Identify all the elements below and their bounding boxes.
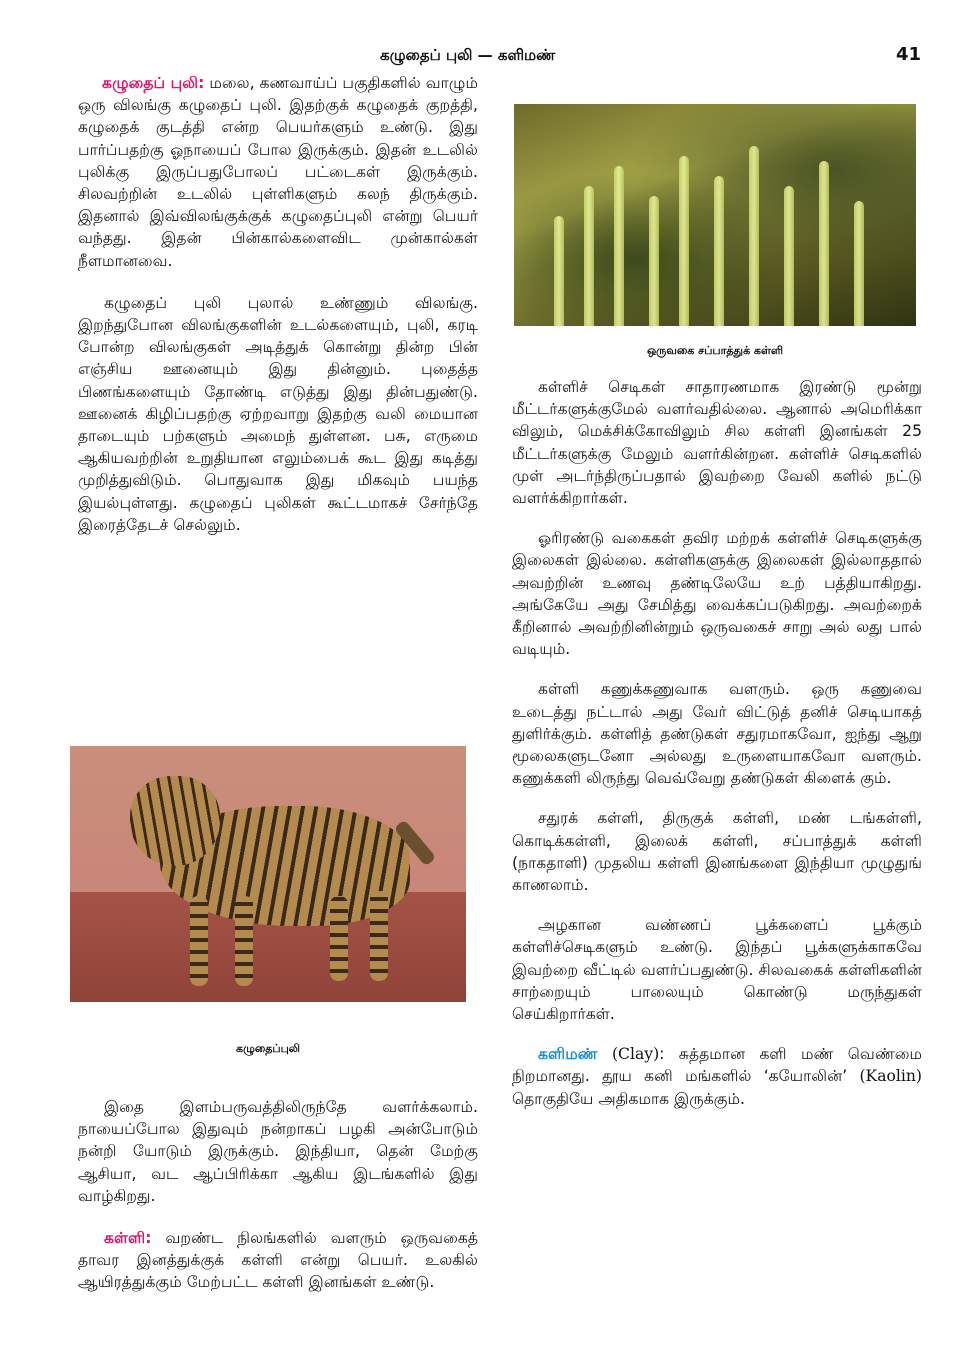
- hyena-paragraph-1: [78, 72, 478, 272]
- clay-text-a: : சுத்தமான களி மண் வெண்மை நிறமானது. தூய கனி மங்களில் ‘கயோலின்’: [512, 1045, 922, 1086]
- cactus-paragraph-5: சதுரக் கள்ளி, திருகுக் கள்ளி, மண் டங்கள்ளி, கொடிக்கள்ளி, இலைக் கள்ளி, சப்பாத்துக் கள்ளி (நாகதாளி) முதலிய கள்ளி இனங்களை இந்தியா முழுதுங் காணலாம்.: [512, 809, 922, 895]
- hyena-term: கழுதைப் புலி:: [102, 74, 205, 92]
- left-column-lower: [78, 1096, 478, 1294]
- left-column: [78, 72, 478, 536]
- kaolin-latin: (Kaolin): [859, 1067, 922, 1086]
- cactus-paragraph-3: ஓரிரண்டு வகைகள் தவிர மற்றக் கள்ளிச் செடிகளுக்கு இலைகள் இல்லை. கள்ளிகளுக்கு இலைகள் இல்லாததால் அவற்றின் உணவு தண்டிலேயே உற் பத்தியாகிறது. அங்கேயே அது சேமித்து வைக்கப்படுகிறது. அவற்றைக் கீறினால் அவற்றினின்றும் ஒருவகைச் சாறு அல் லது பால் வடியும்.: [512, 529, 922, 659]
- cactus-paragraph-1: [78, 1227, 478, 1294]
- hyena-leg-shape: [235, 896, 253, 986]
- cactus-image: [514, 104, 916, 326]
- cactus-stem-shape: [784, 186, 794, 326]
- hyena-leg-shape: [370, 891, 388, 981]
- clay-paragraph-1: [512, 1043, 922, 1110]
- running-head: கழுதைப் புலி — களிமண்: [380, 46, 556, 64]
- page-number: 41: [896, 44, 922, 65]
- cactus-stem-shape: [554, 216, 564, 326]
- hyena-head-shape: [130, 776, 220, 866]
- clay-text-b: தொகுதியே அதிகமாக இருக்கும்.: [512, 1089, 745, 1108]
- hyena-image: [70, 746, 466, 1002]
- hyena-text-1: மலை, கணவாய்ப் பகுதிகளில் வாழும் ஒரு விலங்கு கழுதைப் புலி. இதற்குக் கழுதைக் குறத்தி, கழுதைக் குடத்தி என்ற பெயர்களும் உண்டு. இது பார்ப்பதற்கு ஓநாயைப் போல இருக்கும். இதன் உடலில் புலிக்கு இருப்பதுபோலப் பட்டைகள் இருக்கும். சிலவற்றின் உடலில் புள்ளிகளும் கலந் திருக்கும். இதனால் இவ்விலங்குக்குக் கழுதைப்புலி என்று பெயர் வந்தது. இதன் பின்கால்களைவிட முன்கால்கள் நீளமானவை.: [78, 74, 478, 270]
- right-column: [512, 376, 922, 1110]
- hyena-figure: [70, 746, 466, 1002]
- cactus-paragraph-2: கள்ளிச் செடிகள் சாதாரணமாக இரண்டு மூன்று மீட்டர்களுக்குமேல் வளர்வதில்லை. ஆனால் அமெரிக்கா விலும், மெக்சிக்கோவிலும் சில கள்ளி இனங்கள் 25 மீட்டர்களுக்கு மேலும் வளர்கின்றன. கள்ளிச் செடிகளில் முள் அடர்ந்திருப்பதால் இவற்றை வேலி களில் நட்டு வளர்க்கிறார்கள்.: [512, 378, 922, 508]
- cactus-paragraph-6: அழகான வண்ணப் பூக்களைப் பூக்கும் கள்ளிச்செடிகளும் உண்டு. இந்தப் பூக்களுக்காகவே இவற்றை வீட்டில் வளர்ப்பதுண்டு. சிலவகைக் கள்ளிகளின் சாற்றையும் பாலையும் கொண்டு மருந்துகள் செய்கிறார்கள்.: [512, 916, 922, 1024]
- cactus-term: கள்ளி:: [104, 1229, 152, 1248]
- cactus-stem-shape: [614, 166, 624, 326]
- cactus-paragraph-4: கள்ளி கணுக்கணுவாக வளரும். ஒரு கணுவை உடைத்து நட்டால் அது வேர் விட்டுத் தனிச் செடியாகத் துளிர்க்கும். கள்ளித் தண்டுகள் சதுரமாகவோ, ஐந்து ஆறு மூலைகளுடனோ அல்லது உருளையாகவோ வளரும். கணுக்களி லிருந்து வெவ்வேறு தண்டுகள் கிளைக் கும்.: [512, 680, 922, 788]
- hyena-leg-shape: [190, 896, 208, 986]
- hyena-paragraph-2: கழுதைப் புலி புலால் உண்ணும் விலங்கு. இறந்துபோன விலங்குகளின் உடல்களையும், புலி, கரடி போன்ற விலங்குகள் அடித்துக் கொன்று தின்ற பின் எஞ்சிய ஊனையும் இது தின்னும். புதைத்த பிணங்களையும் தோண்டி எடுத்து இது தின்பதுண்டு. ஊனைக் கிழிப்பதற்கு ஏற்றவாறு இதற்கு வலி மையான தாடையும் பற்களும் அமைந் துள்ளன. பசு, எருமை ஆகியவற்றின் உறுதியான எலும்பைக் கூட இது கடித்து முறித்துவிடும். பொதுவாக இது மிகவும் பயந்த இயல்புள்ளது. கழுதைப் புலிகள் கூட்டமாகச் சேர்ந்தே இரைத்தேடச் செல்லும்.: [78, 293, 478, 534]
- hyena-leg-shape: [330, 896, 348, 981]
- cactus-stem-shape: [714, 176, 724, 326]
- page-header: [0, 40, 966, 70]
- cactus-stem-shape: [679, 156, 689, 326]
- cactus-stem-shape: [854, 201, 864, 326]
- hyena-paragraph-3: இதை இளம்பருவத்திலிருந்தே வளர்க்கலாம். நாயைப்போல இதுவும் நன்றாகப் பழகி அன்போடும் நன்றி யோடும் இருக்கும். இந்தியா, தென் மேற்கு ஆசியா, வட ஆப்பிரிக்கா ஆகிய இடங்களில் இது வாழ்கிறது.: [78, 1098, 478, 1205]
- cactus-stem-shape: [749, 146, 759, 326]
- hyena-caption: கழுதைப்புலி: [236, 1042, 300, 1055]
- clay-term: களிமண்: [538, 1045, 598, 1064]
- cactus-figure: [514, 104, 916, 326]
- cactus-stem-shape: [649, 196, 659, 326]
- cactus-text-1: வறண்ட நிலங்களில் வளரும் ஒருவகைத் தாவர இனத்துக்குக் கள்ளி என்று பெயர். உலகில் ஆயிரத்துக்கும் மேற்பட்ட கள்ளி இனங்கள் உண்டு.: [78, 1229, 478, 1292]
- cactus-stem-shape: [819, 161, 829, 326]
- cactus-stem-shape: [584, 186, 594, 326]
- clay-latin: (Clay): [597, 1045, 660, 1064]
- cactus-caption: ஒருவகை சப்பாத்துக் கள்ளி: [646, 344, 784, 357]
